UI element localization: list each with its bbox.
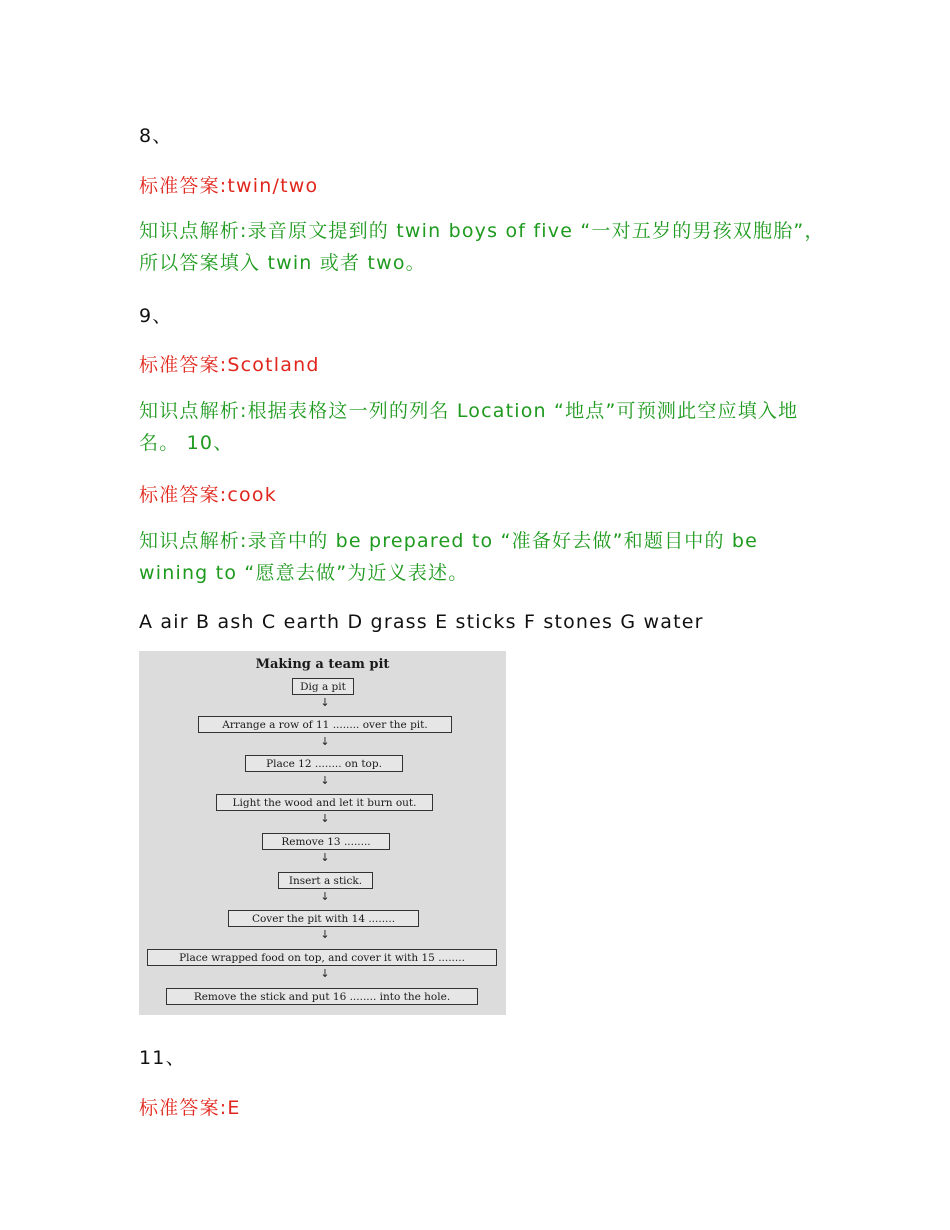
q8-answer: 标准答案:twin/two — [139, 175, 319, 197]
step-box: Arrange a row of 11 ........ over the pit. — [198, 716, 452, 733]
arrow-icon: ↓ — [320, 928, 330, 941]
word-options: A air B ash C earth D grass E sticks F stones G water — [139, 611, 704, 633]
flowchart-figure — [139, 651, 506, 1015]
q9-number: 9、 — [139, 305, 173, 327]
step-box: Light the wood and let it burn out. — [216, 794, 433, 811]
step-box: Remove 13 ........ — [262, 833, 390, 850]
arrow-icon: ↓ — [320, 812, 330, 825]
arrow-icon: ↓ — [320, 890, 330, 903]
q9-analysis: 知识点解析:根据表格这一列的列名 Location “地点”可预测此空应填入地名。 10、 — [139, 400, 799, 454]
q10-answer: 标准答案:cook — [139, 484, 277, 506]
arrow-icon: ↓ — [320, 696, 330, 709]
q11-answer: 标准答案:E — [139, 1097, 241, 1119]
step-box: Insert a stick. — [278, 872, 373, 889]
step-box: Place 12 ........ on top. — [245, 755, 403, 772]
q11-number: 11、 — [139, 1047, 186, 1069]
q10-analysis: 知识点解析:录音中的 be prepared to “准备好去做”和题目中的 be wining to “愿意去做”为近义表述。 — [139, 530, 759, 584]
arrow-icon: ↓ — [320, 774, 330, 787]
step-box: Place wrapped food on top, and cover it with 15 ........ — [147, 949, 497, 966]
arrow-icon: ↓ — [320, 851, 330, 864]
q8-number: 8、 — [139, 125, 173, 147]
step-box: Dig a pit — [292, 678, 354, 695]
q8-analysis: 知识点解析:录音原文提到的 twin boys of five “一对五岁的男孩双胞胎”，所以答案填入 twin 或者 two。 — [139, 220, 825, 274]
q9-answer: 标准答案:Scotland — [139, 354, 320, 376]
figure-title: Making a team pit — [255, 657, 390, 672]
arrow-icon: ↓ — [320, 735, 330, 748]
step-box: Remove the stick and put 16 ........ into the hole. — [166, 988, 478, 1005]
step-box: Cover the pit with 14 ........ — [228, 910, 419, 927]
arrow-icon: ↓ — [320, 967, 330, 980]
